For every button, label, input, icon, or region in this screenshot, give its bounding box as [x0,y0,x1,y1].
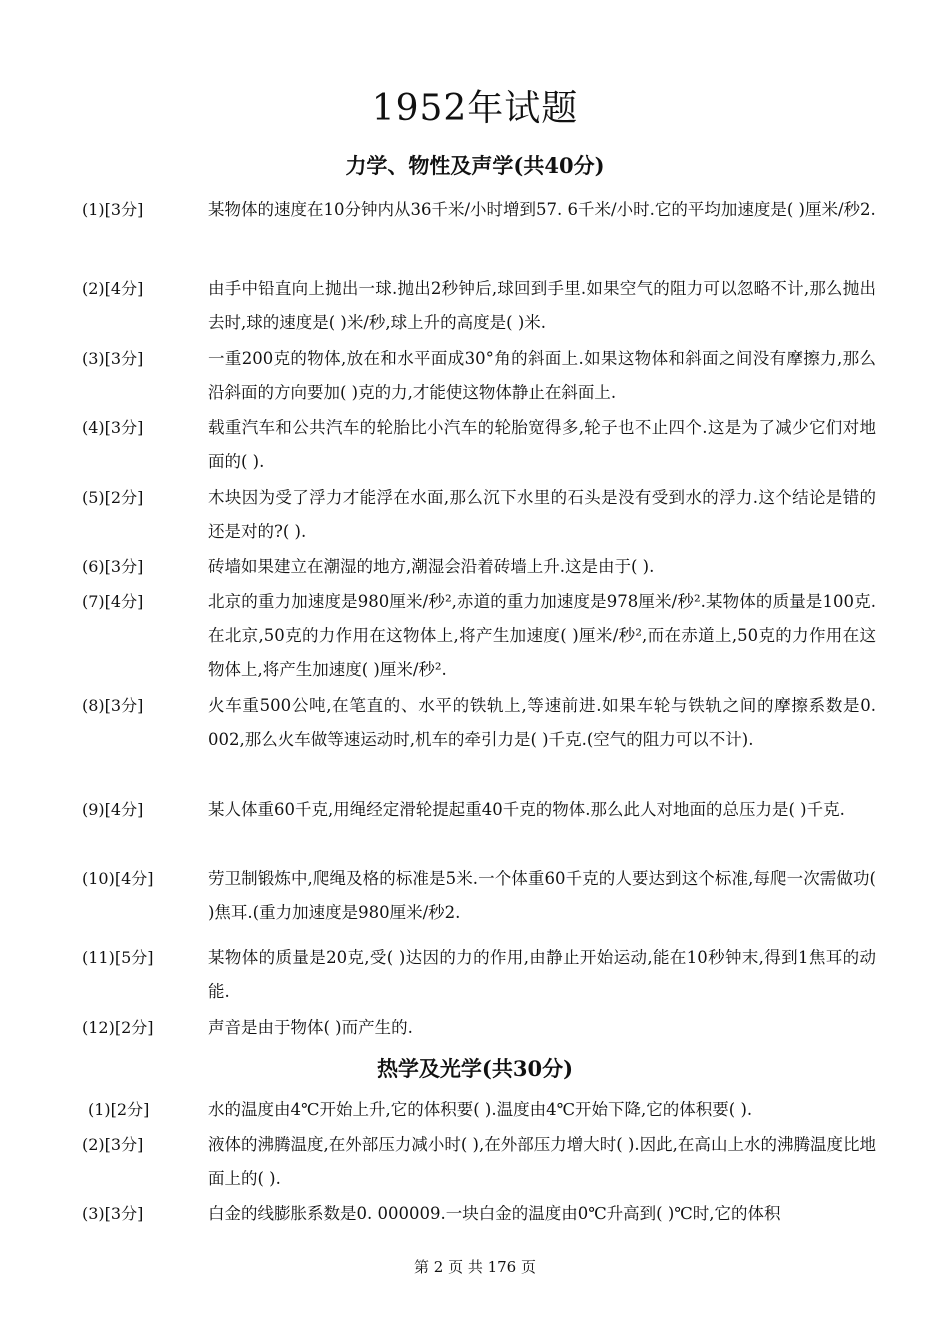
page-title: 1952年试题 [371,88,579,129]
section-heading-thermo-optics: 热学及光学(共30分) [376,1056,574,1081]
page-footer: 第 2 页 共 176 页 [413,1258,536,1276]
question-number: (7)[4分] [82,592,144,611]
question-number: (8)[3分] [82,696,144,715]
question-number: (4)[3分] [82,418,144,437]
question-number: (10)[4分] [82,869,154,888]
question-text: 一重200克的物体,放在和水平面成30°角的斜面上.如果这物体和斜面之间没有摩擦力,那么沿斜面的方向要加( )克的力,才能使这物体静止在斜面上. [208,349,876,402]
question-number: (3)[3分] [82,349,144,368]
question-text: 砖墙如果建立在潮湿的地方,潮湿会沿着砖墙上升.这是由于( ). [208,557,655,576]
question-number: (1)[3分] [82,200,144,219]
question-number: (1)[2分] [88,1100,150,1119]
question-number: (6)[3分] [82,557,144,576]
question-number: (11)[5分] [82,948,154,967]
question-text: 劳卫制锻炼中,爬绳及格的标准是5米.一个体重60千克的人要达到这个标准,每爬一次需做功( )焦耳.(重力加速度是980厘米/秒2. [208,869,876,922]
section-heading-mechanics: 力学、物性及声学(共40分) [345,153,605,178]
question-text: 某物体的速度在10分钟内从36千米/小时增到57. 6千米/小时.它的平均加速度是( )厘米/秒2. [208,200,876,219]
question-number: (5)[2分] [82,488,144,507]
question-text: 白金的线膨胀系数是0. 000009.一块白金的温度由0℃升高到( )℃时,它的体积 [208,1204,781,1223]
question-number: (12)[2分] [82,1018,154,1037]
question-text: 由手中铅直向上抛出一球.抛出2秒钟后,球回到手里.如果空气的阻力可以忽略不计,那么抛出去时,球的速度是( )米/秒,球上升的高度是( )米. [208,279,876,332]
question-text: 液体的沸腾温度,在外部压力减小时( ),在外部压力增大时( ).因此,在高山上水的沸腾温度比地面上的( ). [208,1135,876,1188]
question-number: (2)[4分] [82,279,144,298]
question-text: 北京的重力加速度是980厘米/秒²,赤道的重力加速度是978厘米/秒².某物体的质量是100克.在北京,50克的力作用在这物体上,将产生加速度( )厘米/秒²,而在赤道上,50克的力作用在这物体上,将产生加速度( )厘米/秒². [208,592,876,679]
question-text: 某人体重60千克,用绳经定滑轮提起重40千克的物体.那么此人对地面的总压力是( )千克. [208,800,845,819]
question-text: 木块因为受了浮力才能浮在水面,那么沉下水里的石头是没有受到水的浮力.这个结论是错的还是对的?( ). [208,488,876,541]
question-text: 水的温度由4℃开始上升,它的体积要( ).温度由4℃开始下降,它的体积要( ). [208,1100,753,1119]
question-text: 某物体的质量是20克,受( )达因的力的作用,由静止开始运动,能在10秒钟末,得到1焦耳的动能. [208,948,876,1001]
question-number: (2)[3分] [82,1135,144,1154]
question-number: (9)[4分] [82,800,144,819]
question-text: 声音是由于物体( )而产生的. [208,1018,413,1037]
question-text: 火车重500公吨,在笔直的、水平的铁轨上,等速前进.如果车轮与铁轨之间的摩擦系数是0. 002,那么火车做等速运动时,机车的牵引力是( )千克.(空气的阻力可以不计). [208,696,876,749]
question-text: 载重汽车和公共汽车的轮胎比小汽车的轮胎宽得多,轮子也不止四个.这是为了减少它们对地面的( ). [208,418,876,471]
question-number: (3)[3分] [82,1204,144,1223]
